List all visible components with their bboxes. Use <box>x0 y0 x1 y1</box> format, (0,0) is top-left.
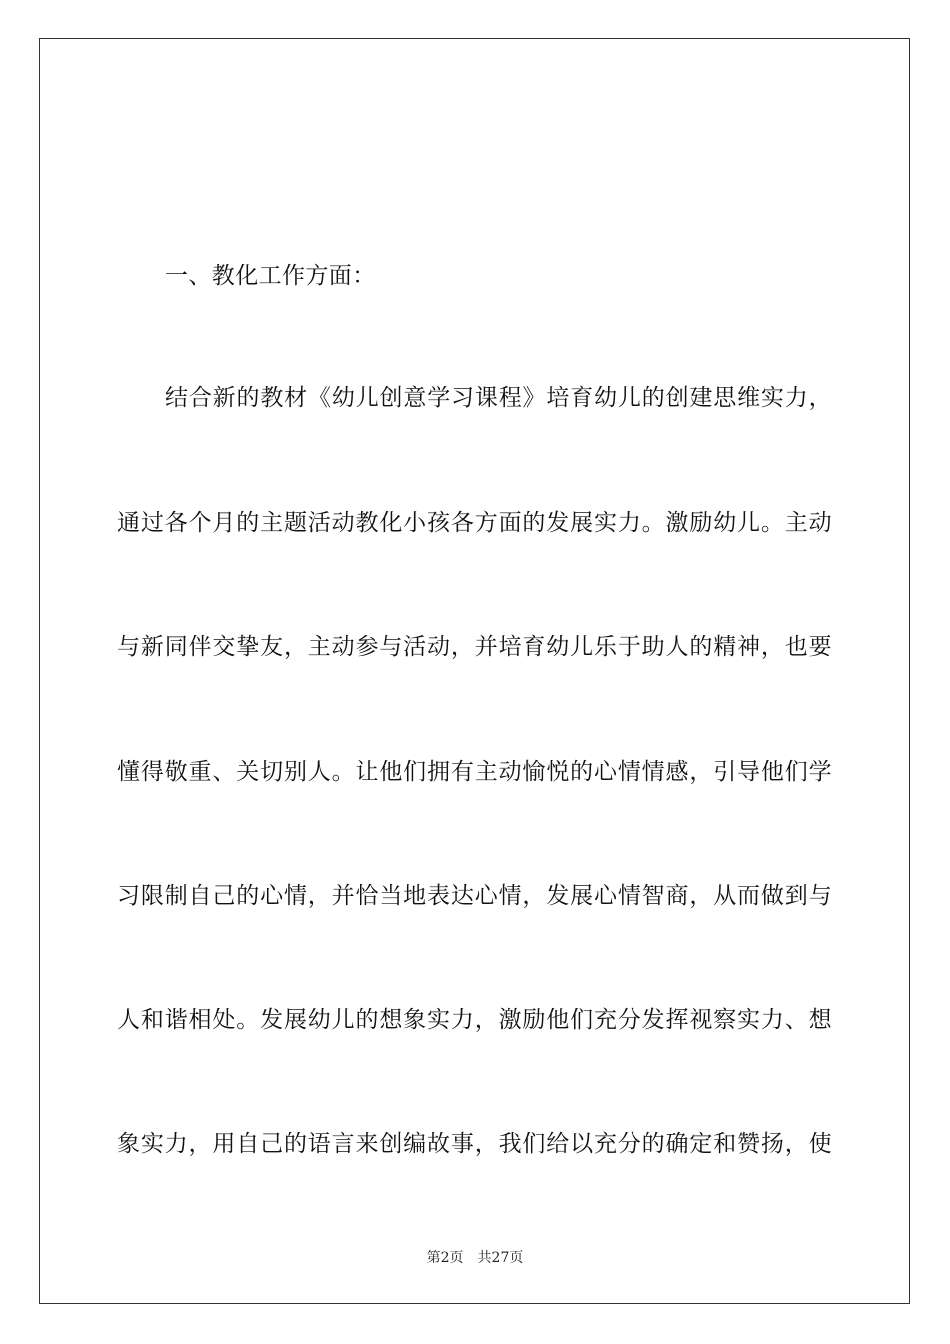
paragraph-line: 通过各个月的主题活动教化小孩各方面的发展实力。激励幼儿。主动 <box>117 510 832 536</box>
page-number: 第2页 <box>426 1250 464 1266</box>
paragraph-line: 象实力，用自己的语言来创编故事，我们给以充分的确定和赞扬，使 <box>117 1131 832 1157</box>
paragraph-line: 人和谐相处。发展幼儿的想象实力，激励他们充分发挥视察实力、想 <box>117 1007 832 1033</box>
section-heading: 一、教化工作方面： <box>165 263 376 289</box>
paragraph-line: 习限制自己的心情，并恰当地表达心情，发展心情智商，从而做到与 <box>117 883 832 909</box>
page-footer <box>0 1248 950 1268</box>
paragraph-line: 结合新的教材《幼儿创意学习课程》培育幼儿的创建思维实力， <box>165 385 832 411</box>
paragraph-line: 与新同伴交挚友，主动参与活动，并培育幼儿乐于助人的精神，也要 <box>117 634 832 660</box>
page-frame <box>39 38 910 1304</box>
paragraph-line: 懂得敬重、关切别人。让他们拥有主动愉悦的心情情感，引导他们学 <box>117 759 832 785</box>
page-total: 共27页 <box>477 1250 524 1266</box>
